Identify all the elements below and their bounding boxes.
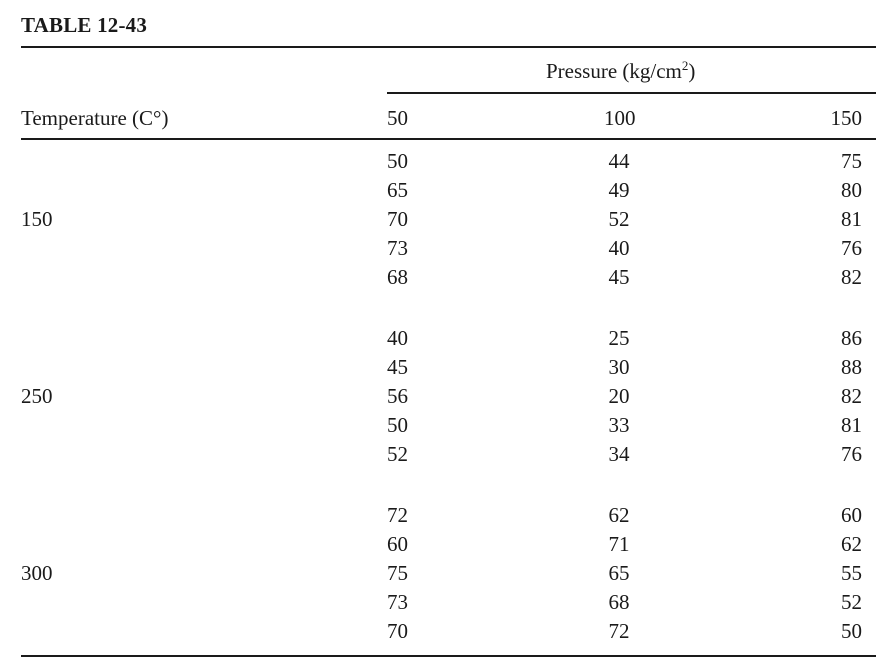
table-cell: 55 (841, 561, 862, 585)
table-cell: 76 (841, 236, 862, 260)
bottom-rule (21, 655, 876, 657)
table-cell: 30 (608, 355, 630, 379)
header-rule (21, 138, 876, 140)
temperature-value: 300 (21, 561, 53, 585)
table-cell: 81 (841, 413, 862, 437)
table-cell: 70 (387, 207, 408, 231)
table-cell: 25 (608, 326, 630, 350)
table-cell: 52 (608, 207, 630, 231)
table-cell: 60 (387, 532, 408, 556)
table-cell: 70 (387, 619, 408, 643)
table-cell: 56 (387, 384, 408, 408)
table-cell: 82 (841, 384, 862, 408)
table-cell: 82 (841, 265, 862, 289)
table-cell: 65 (387, 178, 408, 202)
table-title: TABLE 12-43 (21, 13, 148, 37)
table-cell: 75 (387, 561, 408, 585)
table-cell: 20 (608, 384, 630, 408)
table-cell: 62 (608, 503, 630, 527)
table-cell: 50 (387, 149, 408, 173)
table-cell: 76 (841, 442, 862, 466)
table-cell: 72 (387, 503, 408, 527)
table-cell: 65 (608, 561, 630, 585)
table-cell: 81 (841, 207, 862, 231)
table-cell: 33 (608, 413, 630, 437)
top-rule (21, 46, 876, 48)
pressure-header-text: Pressure (kg/cm (546, 59, 682, 83)
column-header-50: 50 (387, 106, 408, 130)
column-header-100: 100 (604, 106, 636, 130)
temperature-value: 250 (21, 384, 53, 408)
table-cell: 80 (841, 178, 862, 202)
table-cell: 50 (387, 413, 408, 437)
pressure-group-header (546, 58, 695, 84)
temperature-header: Temperature (C°) (21, 106, 169, 130)
table-cell: 68 (608, 590, 630, 614)
table-cell: 50 (841, 619, 862, 643)
table-cell: 45 (608, 265, 630, 289)
table-cell: 73 (387, 236, 408, 260)
pressure-spanner-rule (387, 92, 876, 94)
table-cell: 72 (608, 619, 630, 643)
table-cell: 34 (608, 442, 630, 466)
table-cell: 49 (608, 178, 630, 202)
table-cell: 44 (608, 149, 630, 173)
table-cell: 40 (608, 236, 630, 260)
table-cell: 73 (387, 590, 408, 614)
table-cell: 75 (841, 149, 862, 173)
table-cell: 40 (387, 326, 408, 350)
pressure-header-sup: 2 (681, 58, 689, 73)
table-cell: 60 (841, 503, 862, 527)
table-cell: 52 (841, 590, 862, 614)
column-header-150: 150 (830, 106, 862, 130)
table-cell: 88 (841, 355, 862, 379)
table-cell: 68 (387, 265, 408, 289)
table-cell: 71 (608, 532, 630, 556)
table-cell: 45 (387, 355, 408, 379)
temperature-value: 150 (21, 207, 53, 231)
table-cell: 62 (841, 532, 862, 556)
table-cell: 86 (841, 326, 862, 350)
table-cell: 52 (387, 442, 408, 466)
pressure-header-close: ) (688, 59, 696, 83)
